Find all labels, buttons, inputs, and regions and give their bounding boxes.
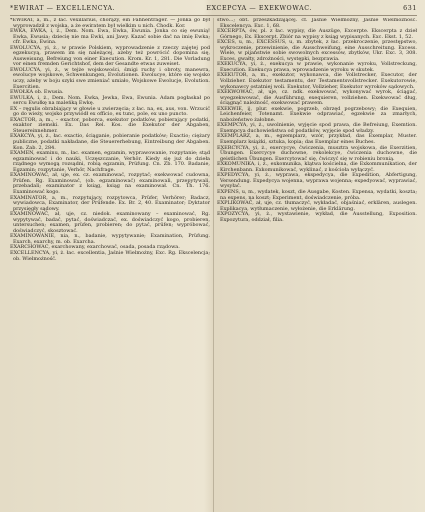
running-head-center: EXCEPCYA — EXEKWOWAC.	[206, 5, 313, 12]
dictionary-entry: EXPENS, u, m., wydatek, koszt, die Ausgabe, Kosten. Expensa, wydatki, koszta; na expens, na koszt; Experiment, doświadczenie, próba.	[217, 188, 417, 201]
dictionary-entry: EXEKWOWAĆ, ał, uje, cz. ndk. exekwować, wykonywać wyrok, ściągać, wyegzekwować, die Ausführung, exequieren, vollziehen. Exekwować dług, ściągnąć należność, exekwować prawem.	[217, 89, 417, 107]
text-columns	[10, 18, 417, 512]
page-number: 631	[403, 5, 417, 12]
dictionary-entry: EXPOZYCYA, yi, ż., wystawienie, wykład, die Ausstellung, Exposition. Expozytura, oddział, filia.	[217, 211, 417, 223]
dictionary-entry: EXERCYCYA, yi, ż., exercycye, ćwiczenia, musztra wojskowa, die Exerzitien, Übungen. Exercycye duchowne, rekolekcye, ćwiczenia duchowne, die geistlichen Übungen. Exercytować się, ćwiczyć się w robieniu bronią.	[217, 144, 417, 162]
dictionary-entry: EXAMINOWAĆ, ał, uje, ex. cz. examinować, rozpytać; exekwować cudowna, Prüfen. Rg. Examinować, (ob. egzaminować) examinowali, przepytywali, przebadali; examinator z ksiąg, ksiąg na examinował. Cn. Th. 176. Examinować kogo.	[10, 172, 210, 195]
dictionary-entry: EXEKUTOR, a, m., exekutor, wykonawca, die Vollstrecker, Executor, der Vollzieher. Exekutor testamentu, der Testamentsvollstrecker. Exekutorowie, wykonawcy ostatniej woli. Exekutor, Vollzieher, Exekutor wyroków sądowych.	[217, 72, 417, 90]
dictionary-entry: *EWIRAT, a, m., z łac. vexillarius, chorąży, ein Fahnenträger. — Jonka go był wyprowadził z wojska, a że ewiratem był wielkim u nich. Chodk. Kor.	[10, 18, 210, 29]
dictionary-entry: EXEMPLARZ, a, m., egzemplarz, wzór, przykład, das Exemplar, Muster. Exemplarz książki, sztuka, kopia; das Exemplar eines Buches.	[217, 133, 417, 146]
dictionary-entry: EWULKA, i, ż., Dem. Nom. Ewka, Jewka, Ewa, Ewunia. Adam pogłaskał po sercu Ewułkę na maleńką Ewkę.	[10, 94, 210, 107]
dictionary-entry: EXAMINOWAĆ, ał, uje, cz. niedok. examinowany – examinować, Rg. wypytywać, badać, pytać, doświadczać, ex. doświadczyć kogo, probieren, untersuchen; examen, prüfen, probieren; do pytać, prüfen; wypróbować, doświadczyć, skosztować.	[10, 211, 210, 234]
running-head-left: *EWIRAT — EXCELLENCYA.	[10, 5, 116, 12]
dictionary-entry: EXACTOR, a, m., – exactor, poborca, exekutor podatków, pobierający podatki, exaktor ziemski. Ex. Das Rel. Kos. die Exekutor der Abgaben, Steuereinnehmer.	[10, 116, 210, 134]
dictionary-entry: EXAMEN, examinu, m., łac. examen, egzamin, wyprawowanie, rozpytanie; stąd egzaminować i do nauki, Uczęszczanie, Verhör. Kiedy się już do dzieła rządnego wymogą rozsądni, robią egzamin, Prüfung. Cn. Zb. 170. Badanie, Egzamin; rozpytanie, Verhör, Nachfrage.	[10, 150, 210, 173]
dictionary-entry: EXARCHOWAC, exarchowany, exarchować, osada, posada rządowa.	[10, 244, 180, 251]
dictionary-entry: EXCELLENCYA, yi, ż. łac. excellentia, Jaśnie Wielmożny, Exc. Rg. Ekscelencja; ob. Wielmożność.	[10, 249, 210, 262]
dictionary-entry: EWOLUCYA, yi, ż., w tejże wojskowości, śmigi ruchy i obroty, manewra, ewolucye wojskowe, Schwenkungen, Evolutionen. Ewolucye, które się wojsko uczy, ażeby w boju szyki swe zmieniać umiało, Wojskowe Ewolucje, Evolution. Exercitien.	[10, 66, 210, 90]
dictionary-entry: EXEKUCYA, yi, ż., exekucya w prawie, wykonanie wyroku, Vollstreckung, Execution. Exekucya prawa, wprowadzenie wyroku w skutek.	[217, 61, 417, 73]
dictionary-entry: EWKA, EWKA, i, ż., Dem. Nom. Ewa, Ewka, Ewunia. Jonka co się ewunią! Ewka, Ewusia; dziecię nie ma Ewki, ani Jawy. Kazać sobie dać na imię Ewka; cfr. Ewka, Ewina.	[10, 28, 210, 46]
dictionary-entry: EXKOMUNIKA, i, ż., exkomunika, klątwa kościelna, die Exkommunikation, der Kirchenbann. Exkomunikować, wyklinać, z kościoła wyłączyć.	[217, 161, 417, 173]
running-head	[10, 5, 417, 16]
dictionary-entry: EXEMPCYA, yi, ż., uwolnienie, wyjęcie spod prawa, die Befreiung, Exemtion. Exempcya duchowieństwa od podatków, wyjęcie spod władzy.	[217, 122, 417, 134]
dictionary-entry: EXPLIKOWAĆ, ał, uje, cz. tłumaczyć, wykładać, objaśniać, erklären, auslegen. Explikacya, wytłumaczenie, wyłożenie, die Erklärung.	[217, 200, 417, 212]
left-column	[10, 18, 210, 512]
dictionary-entry: EWOLUCYA, yi, ż., w prawie Polskiem, wyprowadzenie z rzeczy zajętej pod egzekucyą, prawem im się należącej, ażeby też powrócić dopomina się, Ausweisung, Befreiung von einer Execution. Krom. Kr. 1, 281. Die Vorladung vor einen fremden Gerichtshof, dem der Gesandte etwas zuweiset.	[10, 44, 210, 68]
dictionary-entry: EWOŁKA ob. Ewusia.	[10, 89, 64, 96]
column-divider	[213, 18, 214, 512]
dictionary-entry: EXCES, u, m., EXCESSUS, u, m. zbytek, z łac. przekroczenie, przestępstwo, wykroczenie, przewinienie, die Ausschweifung, eine Ausschreitung. Excess. Wiele, w pijaństwie sobie swowolnych excessów, zbytków, Ukr. Exc. 3, 308. Exces, gwałty, zdrożności, występki, bezprawia.	[217, 39, 417, 62]
dictionary-entry: EXAKCYA, yi, ż., łac. exactio, ściąganie, pobieranie podatków; Exactio; ciężary publiczne, podatki nakładane, die Steuererhebung, Eintreibung der Abgaben. Kon. Zab. 2, 284.	[10, 133, 210, 151]
dictionary-entry: EXPEDYCYA, yi, ż., wyprawa, ekspedycya, die Expedition, Abfertigung, Versendung. Expedycya wojenna, wyprawa wojenna; expedyować, wyprawiać, wysyłać.	[217, 172, 417, 190]
dictionary-entry: EXEKWIE, ij, plur. exekwie, pogrzeb, obrzęd pogrzebowy; die Exequien, Leichenfeier, Totenamt. Exekwie odprawiać, egzekwie za zmarłych, nabożeństwo żałobne.	[217, 105, 417, 123]
dictionary-entry: EXAMINATOR, a, m., rozpytujący, rozpytowca, Prüfer, Verhörer; Badacz, wywiadowca, Examinator, der Prüfende. Ex. Br. 2, 40. Examinator; Dyktator przysięgły sądowy.	[10, 194, 210, 212]
right-column	[217, 18, 417, 512]
dictionary-entry: EXAMINOWANIE, nia, n., badanie, wypytywanie; Examination, Prüfung. Exarch, exarchy, m. ob. Exarcha.	[10, 233, 210, 245]
dictionary-entry: EX – ręgulis obrabiający w głowie u zwierzęcia; z łac. na, ex, aus, von. Wrzucić go do wieży, wojsko przywiódł ex officio, ex tunc, pole, ex uno puncto.	[10, 105, 210, 118]
dictionary-entry: stwo...; obt. przeszkadzającej. cf. Jaśnie Wielmożny, Jaśnie Wielmożność. Ekscelencya. Exc. 1, 68.	[217, 18, 417, 29]
dictionary-entry: EXCERPTA, ów, pl. z łac. wypisy, die Auszüge, Excerpte. Ekscerpta z dzieł Górnego, Ex. Ekscerpt. Zbiór na wypisy z ksiąg wypisanych. Exc. Ekst. 1, 52.	[217, 28, 417, 40]
